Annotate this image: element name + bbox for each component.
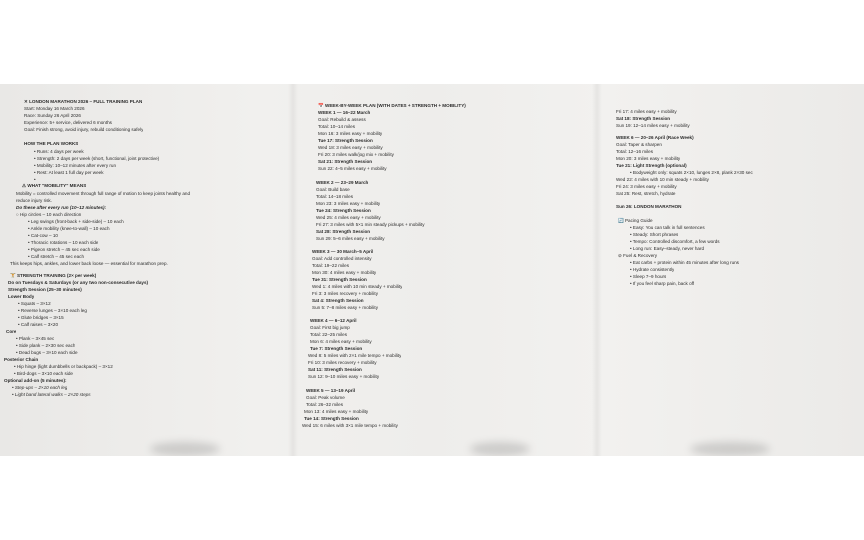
plan-line: Core — [6, 329, 17, 334]
plan-line: • — [34, 177, 36, 182]
plan-line: Goal: Add controlled intensity — [312, 256, 372, 261]
plan-line: Tue 24: Strength Session — [316, 208, 371, 213]
plan-line: Sat 28: Strength Session — [316, 229, 371, 234]
plan-line: Sun 29: 5–6 miles easy + mobility — [316, 236, 385, 241]
plan-line: Fri 24: 3 miles easy + mobility — [616, 184, 677, 189]
plan-line: Sun 5: 7–8 miles easy + mobility — [312, 305, 379, 310]
plan-line: Total: 10–14 miles — [318, 124, 356, 129]
plan-line: WEEK 1 — 16–22 March — [318, 110, 371, 115]
column-weeks-1-5 — [300, 84, 590, 456]
plan-line: Wed 15: 6 miles with 3×1 mile tempo + mobility — [302, 423, 398, 428]
plan-line: Fri 10: 3 miles recovery + mobility — [308, 360, 377, 365]
plan-line: • Dead bugs – 3×10 each side — [16, 350, 78, 355]
plan-line: Sat 4: Strength Session — [312, 298, 364, 303]
plan-line: • Ankle mobility (knee-to-wall) – 10 each — [28, 226, 110, 231]
plan-line: WEEK 6 — 20–26 April (Race Week) — [616, 135, 694, 140]
plan-line: Goal: Taper & sharpen — [616, 142, 662, 147]
plan-line: Mon 13: 4 miles easy + mobility — [304, 409, 369, 414]
plan-line: Sat 11: Strength Session — [308, 367, 362, 372]
plan-line: Total: 19–22 miles — [312, 263, 350, 268]
plan-line: • Sleep 7–9 hours — [630, 274, 667, 279]
plan-line: • Runs: 4 days per week — [34, 149, 84, 154]
plan-line: Mobility = controlled movement through full range of motion to keep joints healthy and — [16, 191, 191, 196]
plan-line: Fri 20: 3 miles walk/jog mix + mobility — [318, 152, 394, 157]
plan-line: Strength Session (25–30 minutes) — [8, 287, 82, 292]
plan-line: • Pigeon stretch – 45 sec each side — [28, 247, 100, 252]
plan-line: • Plank – 3×45 sec — [16, 336, 55, 341]
plan-line: • Long run: Easy–steady, never hard — [630, 246, 705, 251]
plan-line: 📅 WEEK-BY-WEEK PLAN (WITH DATES + STRENGTH + MOBILITY) — [318, 103, 466, 108]
plan-line: Total: 12–16 miles — [616, 149, 654, 154]
plan-line: Fri 27: 3 miles with 5×1 min steady pickups + mobility — [316, 222, 425, 227]
plan-line: Sun 12: 9–10 miles easy + mobility — [308, 374, 380, 379]
training-plan-sheet — [0, 84, 864, 456]
plan-line: Posterior Chain — [4, 357, 39, 362]
plan-line: • Bird-dogs – 3×10 each side — [14, 371, 73, 376]
plan-line: Sun 22: 4–5 miles easy + mobility — [318, 166, 387, 171]
page-fold — [592, 84, 602, 456]
plan-line: WEEK 3 — 30 March–5 April — [312, 249, 374, 254]
plan-line: • Light band lateral walks – 2×20 steps — [12, 392, 91, 397]
plan-line: Sat 18: Strength Session — [616, 116, 671, 121]
plan-line: • Steady: Short phrases — [630, 232, 679, 237]
plan-line: Sat 25: Rest, stretch, hydrate — [616, 191, 676, 196]
plan-line: ✕ LONDON MARATHON 2026 – FULL TRAINING PLAN — [24, 99, 143, 104]
plan-line: 🔄 Pacing Guide — [618, 218, 653, 223]
shadow — [690, 442, 770, 456]
plan-line: • Side plank – 2×30 sec each — [16, 343, 76, 348]
plan-line: Wed 1: 4 miles with 10 min steady + mobility — [312, 284, 403, 289]
plan-line: • Strength: 2 days per week (short, functional, joint protective) — [34, 156, 160, 161]
plan-line: Optional add-on (5 minutes): — [4, 378, 67, 383]
plan-line: • Calf raises – 3×20 — [18, 322, 59, 327]
plan-line: • Thoracic rotations – 10 each side — [28, 240, 99, 245]
plan-line: Do on Tuesdays & Saturdays (or any two non-consecutive days) — [8, 280, 149, 285]
plan-line: HOW THE PLAN WORKS — [24, 141, 79, 146]
plan-line: Wed 18: 3 miles easy + mobility — [318, 145, 383, 150]
plan-line: Sun 26: LONDON MARATHON — [616, 204, 682, 209]
plan-line: Tue 31: Strength Session — [312, 277, 367, 282]
plan-line: • Calf stretch – 45 sec each — [28, 254, 84, 259]
plan-line: Tue 17: Strength Session — [318, 138, 373, 143]
plan-line: • Squats – 3×12 — [18, 301, 51, 306]
plan-line: WEEK 5 — 13–19 April — [306, 388, 356, 393]
shadow — [150, 442, 220, 456]
plan-line: Mon 20: 3 miles easy + mobility — [616, 156, 681, 161]
plan-line: Tue 21: Light Strength (optional) — [616, 163, 687, 168]
plan-line: reduce injury risk. — [16, 198, 52, 203]
plan-line: Total: 14–18 miles — [316, 194, 354, 199]
plan-line: Experience: 5+ service, delivered 6 months — [24, 120, 112, 125]
plan-line: Wed 25: 4 miles easy + mobility — [316, 215, 381, 220]
plan-line: • Step-ups – 2×10 each leg — [12, 385, 68, 390]
plan-line: • Eat carbs + protein within 45 minutes after long runs — [630, 260, 739, 265]
plan-line: Fri 17: 4 miles easy + mobility — [616, 109, 677, 114]
plan-line: Lower Body — [8, 294, 35, 299]
plan-line: • Mobility: 10–12 minutes after every run — [34, 163, 117, 168]
plan-line: Do these after every run (10–12 minutes): — [16, 205, 107, 210]
plan-line: Total: 26–32 miles — [306, 402, 344, 407]
plan-line: Wed 8: 5 miles with 2×1 mile tempo + mobility — [308, 353, 402, 358]
plan-line: Race: Sunday 26 April 2026 — [24, 113, 81, 118]
plan-line: • Bodyweight only: squats 2×10, lunges 2×8, plank 2×30 sec — [630, 170, 753, 175]
plan-line: This keeps hips, ankles, and lower back loose — essential for marathon prep. — [10, 261, 168, 266]
plan-line: Goal: Rebuild & assess — [318, 117, 366, 122]
plan-line: • Tempo: Controlled discomfort, a few words — [630, 239, 720, 244]
plan-line: • Reverse lunges – 3×10 each leg — [18, 308, 87, 313]
plan-line: Goal: Finish strong, avoid injury, rebuild conditioning safely — [24, 127, 144, 132]
plan-line: WEEK 2 — 23–29 March — [316, 180, 369, 185]
plan-line: • Glute bridges – 3×15 — [18, 315, 64, 320]
plan-line: Mon 23: 3 miles easy + mobility — [316, 201, 381, 206]
plan-line: Mon 30: 4 miles easy + mobility — [312, 270, 377, 275]
column-race-week-guides — [612, 84, 860, 456]
plan-line: Sun 19: 12–14 miles easy + mobility — [616, 123, 690, 128]
plan-line: Tue 7: Strength Session — [310, 346, 363, 351]
plan-line: Goal: Build base — [316, 187, 350, 192]
plan-line: • Hip hinge (light dumbbells or backpack) – 3×12 — [14, 364, 113, 369]
plan-line: Mon 16: 3 miles easy + mobility — [318, 131, 383, 136]
plan-line: Tue 14: Strength Session — [304, 416, 359, 421]
plan-line: Wed 22: 4 miles with 10 min steady + mobility — [616, 177, 709, 182]
plan-line: • Easy: You can talk in full sentences — [630, 225, 705, 230]
plan-line: • Hydrate consistently — [630, 267, 675, 272]
plan-line: ⚠ WHAT "MOBILITY" MEANS — [22, 183, 87, 188]
plan-line: • Leg swings (front-back + side-side) – 10 each — [28, 219, 124, 224]
plan-line: Mon 6: 4 miles easy + mobility — [310, 339, 372, 344]
plan-line: Total: 22–25 miles — [310, 332, 348, 337]
plan-line: WEEK 4 — 6–12 April — [310, 318, 357, 323]
plan-line: ⊘ Fuel & Recovery — [618, 253, 658, 258]
plan-line: ○ Hip circles – 10 each direction — [16, 212, 82, 217]
plan-line: Goal: Peak volume — [306, 395, 345, 400]
plan-line: Sat 21: Strength Session — [318, 159, 373, 164]
plan-line: • Cat-cow – 10 — [28, 233, 58, 238]
plan-line: Fri 3: 3 miles recovery + mobility — [312, 291, 378, 296]
plan-line: Goal: First big jump — [310, 325, 350, 330]
plan-line: • If you feel sharp pain, back off — [630, 281, 695, 286]
plan-line: Start: Monday 16 March 2026 — [24, 106, 85, 111]
shadow — [470, 442, 530, 456]
column-overview-strength — [4, 84, 290, 456]
plan-line: 🏋 STRENGTH TRAINING (2× per week) — [10, 273, 97, 278]
plan-line: • Rest: At least 1 full day per week — [34, 170, 104, 175]
